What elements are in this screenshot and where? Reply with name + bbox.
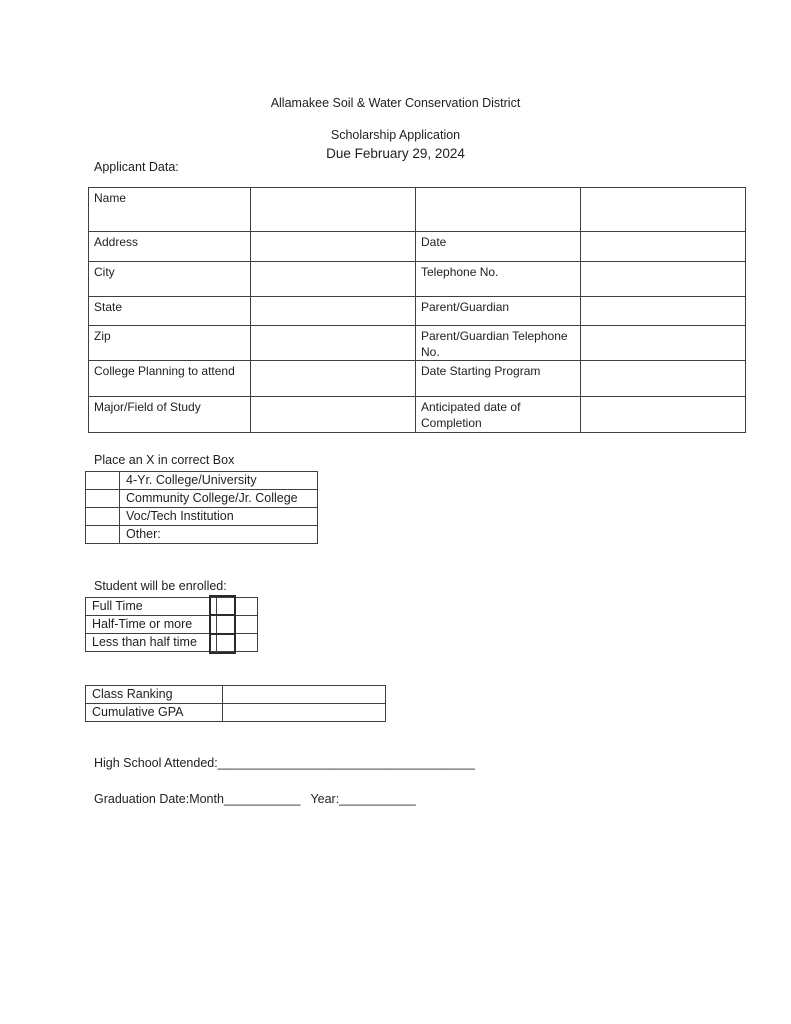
applicant-data-heading: Applicant Data: <box>94 160 179 174</box>
field-input-cell[interactable] <box>581 297 746 326</box>
field-label: Telephone No. <box>416 262 581 297</box>
field-input-cell[interactable] <box>251 232 416 262</box>
field-input-cell[interactable] <box>581 326 746 361</box>
field-input-cell[interactable] <box>581 361 746 397</box>
graduation-label: Graduation Date:Month <box>94 792 224 806</box>
graduation-month-blank[interactable]: ___________ <box>223 792 301 806</box>
field-label: Class Ranking <box>86 686 223 704</box>
enrollment-checkbox-column <box>209 595 236 654</box>
table-row <box>86 526 318 544</box>
due-date: Due February 29, 2024 <box>326 146 465 161</box>
high-school-blank[interactable]: _____________________________________ <box>217 756 475 770</box>
enrollment-option: Less than half time <box>86 634 217 652</box>
field-label: Date <box>416 232 581 262</box>
field-label: Anticipated date of Completion <box>416 397 581 433</box>
year-label: Year: <box>310 792 340 806</box>
table-row <box>89 361 746 397</box>
field-input-cell[interactable] <box>581 188 746 232</box>
high-school-label: High School Attended: <box>94 756 218 770</box>
enrollment-option: Half-Time or more <box>86 616 217 634</box>
field-label: Major/Field of Study <box>89 397 251 433</box>
table-row <box>86 508 318 526</box>
document-title: Allamakee Soil & Water Conservation District <box>270 96 521 110</box>
field-input-cell[interactable] <box>223 686 386 704</box>
field-label: Parent/Guardian Telephone No. <box>416 326 581 361</box>
field-label <box>416 188 581 232</box>
field-input-cell[interactable] <box>251 262 416 297</box>
checkbox[interactable] <box>209 595 236 616</box>
field-label: City <box>89 262 251 297</box>
checkbox-cell[interactable] <box>86 472 120 490</box>
college-type-option: Community College/Jr. College <box>120 490 318 508</box>
enrollment-heading: Student will be enrolled: <box>94 579 227 593</box>
college-type-option: Other: <box>120 526 318 544</box>
field-input-cell[interactable] <box>223 704 386 722</box>
field-label: Cumulative GPA <box>86 704 223 722</box>
checkbox[interactable] <box>209 633 236 654</box>
document-subtitle: Scholarship Application <box>330 128 461 142</box>
field-label: Address <box>89 232 251 262</box>
enrollment-option: Full Time <box>86 598 217 616</box>
field-input-cell[interactable] <box>581 232 746 262</box>
table-row <box>86 472 318 490</box>
field-label: State <box>89 297 251 326</box>
high-school-line <box>94 756 475 770</box>
table-row <box>89 232 746 262</box>
college-type-table <box>85 471 318 544</box>
college-type-heading: Place an X in correct Box <box>94 453 235 467</box>
college-type-option: Voc/Tech Institution <box>120 508 318 526</box>
field-label: Name <box>89 188 251 232</box>
field-input-cell[interactable] <box>251 297 416 326</box>
field-input-cell[interactable] <box>251 326 416 361</box>
field-label: Date Starting Program <box>416 361 581 397</box>
checkbox-cell[interactable] <box>86 526 120 544</box>
checkbox-cell[interactable] <box>86 508 120 526</box>
table-row <box>86 686 386 704</box>
table-row <box>86 704 386 722</box>
college-type-option: 4-Yr. College/University <box>120 472 318 490</box>
checkbox-cell[interactable] <box>86 490 120 508</box>
table-row <box>89 397 746 433</box>
field-label: Zip <box>89 326 251 361</box>
field-label: College Planning to attend <box>89 361 251 397</box>
field-input-cell[interactable] <box>251 397 416 433</box>
checkbox[interactable] <box>209 614 236 635</box>
graduation-line <box>94 792 416 806</box>
academics-table <box>85 685 386 722</box>
field-input-cell[interactable] <box>251 361 416 397</box>
field-input-cell[interactable] <box>581 397 746 433</box>
applicant-table <box>88 187 746 433</box>
graduation-year-blank[interactable]: ___________ <box>339 792 416 806</box>
field-label: Parent/Guardian <box>416 297 581 326</box>
field-input-cell[interactable] <box>581 262 746 297</box>
field-input-cell[interactable] <box>251 188 416 232</box>
table-row <box>89 188 746 232</box>
table-row <box>89 326 746 361</box>
table-row <box>89 262 746 297</box>
table-row <box>86 490 318 508</box>
table-row <box>89 297 746 326</box>
